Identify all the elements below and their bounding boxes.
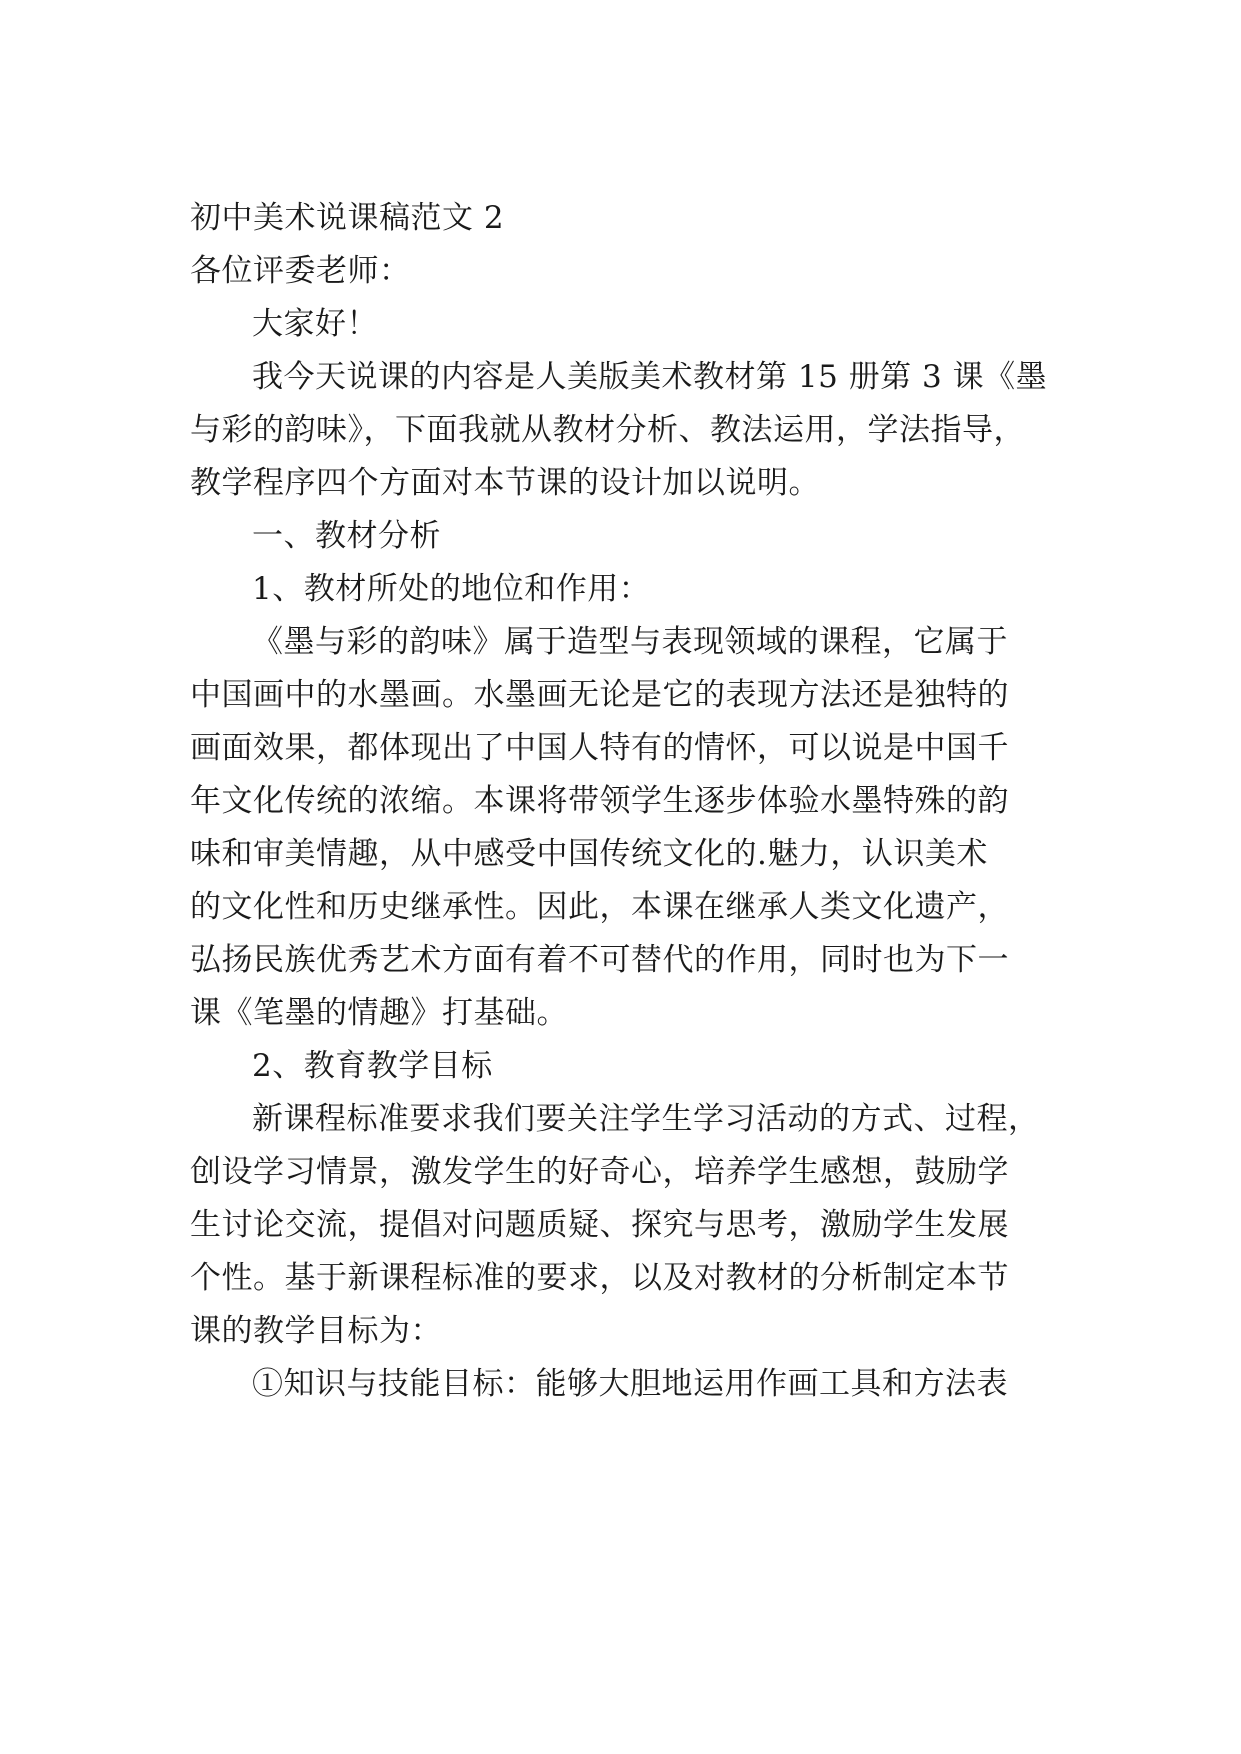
paragraph-line: 中国画中的水墨画。水墨画无论是它的表现方法还是独特的 — [190, 677, 1009, 713]
paragraph-line: 与彩的韵味》，下面我就从教材分析、教法运用，学法指导， — [190, 412, 1025, 448]
paragraph-line: 课《笔墨的情趣》打基础。 — [190, 995, 568, 1031]
paragraph-line: 生讨论交流，提倡对问题质疑、探究与思考，激励学生发展 — [190, 1207, 1009, 1243]
section-heading: 一、教材分析 — [252, 518, 441, 554]
subsection-heading: 1、教材所处的地位和作用： — [252, 571, 651, 607]
greeting: 大家好！ — [252, 306, 378, 342]
paragraph-line: 《墨与彩的韵味》属于造型与表现领域的课程，它属于 — [252, 624, 1008, 660]
paragraph-line: 弘扬民族优秀艺术方面有着不可替代的作用，同时也为下一 — [190, 942, 1009, 978]
paragraph-line: 我今天说课的内容是人美版美术教材第 15 册第 3 课《墨 — [252, 359, 1048, 395]
paragraph-line: 个性。基于新课程标准的要求，以及对教材的分析制定本节 — [190, 1260, 1009, 1296]
document-title: 初中美术说课稿范文 2 — [190, 200, 505, 236]
paragraph-line: 新课程标准要求我们要关注学生学习活动的方式、过程， — [252, 1101, 1040, 1137]
paragraph-line: 创设学习情景，激发学生的好奇心，培养学生感想，鼓励学 — [190, 1154, 1009, 1190]
salutation: 各位评委老师： — [190, 253, 411, 289]
paragraph-line: 味和审美情趣，从中感受中国传统文化的.魅力，认识美术 — [190, 836, 988, 872]
paragraph-line: 教学程序四个方面对本节课的设计加以说明。 — [190, 465, 820, 501]
paragraph-line: 课的教学目标为： — [190, 1313, 442, 1349]
paragraph-line: ①知识与技能目标：能够大胆地运用作画工具和方法表 — [252, 1366, 1008, 1402]
paragraph-line: 画面效果，都体现出了中国人特有的情怀，可以说是中国千 — [190, 730, 1009, 766]
paragraph-line: 的文化性和历史继承性。因此，本课在继承人类文化遗产， — [190, 889, 1009, 925]
paragraph-line: 年文化传统的浓缩。本课将带领学生逐步体验水墨特殊的韵 — [190, 783, 1009, 819]
subsection-heading: 2、教育教学目标 — [252, 1048, 493, 1084]
